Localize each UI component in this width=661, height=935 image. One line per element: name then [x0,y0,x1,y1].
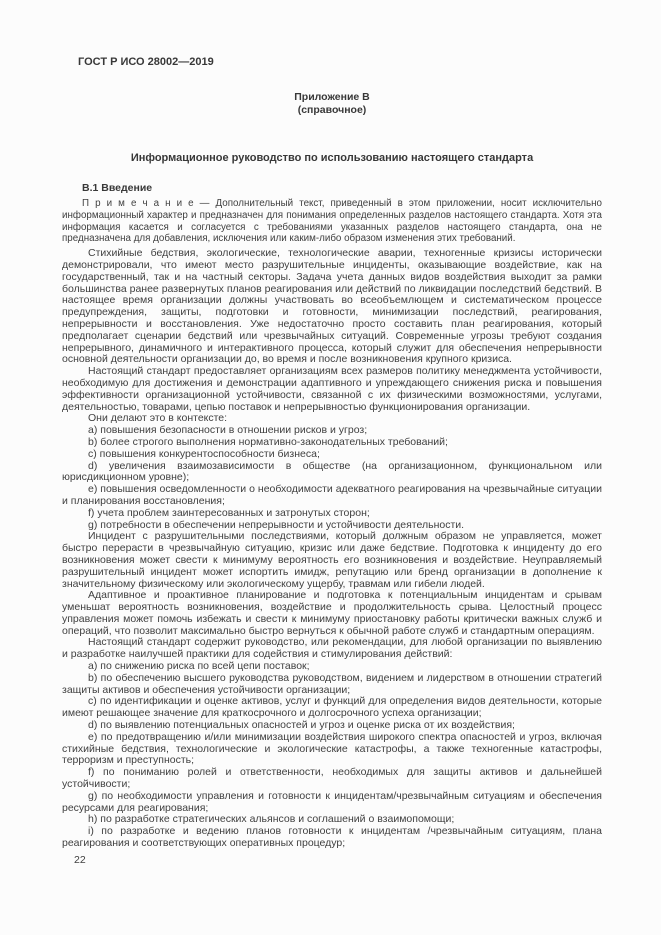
appendix-block [62,91,602,116]
context-list-item-b: b) более строгого выполнения нормативно-законодательных требований; [88,435,448,448]
guidance-list-item-e: e) по предотвращению и/или минимизации воздействия широкого спектра опасностей и угроз, включая стихийные бедствия, технологические и экологические катастрофы, а также техногенные катастрофы, терроризм и преступность; [62,730,602,767]
paragraph-incident: Инцидент с разрушительными последствиями, который должным образом не управляется, может быстро перерасти в чрезвычайную ситуацию, кризис или даже бедствие. Подготовка к инциденту до его возникновения может свести к минимуму вероятность его возникновения и воздействие. Неуправляемый разрушительный инцидент может испортить имидж, репутацию или бренд организации в дополнение к значительному физическому или экологическому ущербу, травмам или гибели людей. [62,530,602,590]
context-list-item-g: g) потребности в обеспечении непрерывности и устойчивости деятельности. [88,518,465,531]
paragraph-adaptive: Адаптивное и проактивное планирование и подготовка к потенциальным инцидентам и срывам уменьшат вероятность возникновения, воздействие и продолжительность срыва. Целостный процесс управления может помочь избежать и свести к минимуму приостановку работы критически важных служб и операций, что позволит максимально быстро вернуться к обычной работе служб и стандартным операциям. [62,589,602,637]
standard-designation: ГОСТ Р ИСО 28002—2019 [78,56,214,68]
context-list-item-c: c) повышения конкурентоспособности бизнеса; [88,447,320,460]
paragraph-context-lead: Они делают это в контексте: [88,412,228,425]
guidance-list-item-i: i) по разработке и ведению планов готовности к инцидентам /чрезвычайным ситуациям, плана реагирования и соответствующих оперативных процедур; [62,825,602,850]
context-list-item-f: f) учета проблем заинтересованных и затронутых сторон; [88,506,370,519]
paragraph-disasters: Стихийные бедствия, экологические, технологические аварии, техногенные кризисы исторически демонстрировали, что имеют место разрушительные инциденты, оказывающие воздействие, как на государственный, так и на частный секторы. Задача учета данных видов воздействия выходит за рамки большинства ранее развернутых планов реагирования или действий по ликвидации последствий бедствий. В настоящее время организации должны участвовать во всеобъемлющем и систематическом процессе предупреждения, защиты, подготовки и готовности, минимизации последствий, реагирования, непрерывности и восстановления. Уже недостаточно просто составить план реагирования, который предполагает сценарии бедствий или чрезвычайных ситуаций. Современные угрозы требуют создания непрерывного, динамичного и интерактивного процесса, который служит для обеспечения непрерывности основной деятельности организации до, во время и после возникновения крупного кризиса. [62,247,602,366]
guidance-list-item-b: b) по обеспечению высшего руководства руководством, видением и лидерством в отношении стратегий защиты активов и обеспечения устойчивости организации; [62,671,602,696]
paragraph-standard-provides: Настоящий стандарт предоставляет организациям всех размеров политику менеджмента устойчивости, необходимую для достижения и демонстрации адаптивного и упреждающего снижения риска и повышения эффективности организационной устойчивости, связанной с их физическими возможностями, услугами, деятельностью, товарами, цепью поставок и непрерывностью функционирования организации. [62,365,602,413]
guidance-list-item-g: g) по необходимости управления и готовности к инцидентам/чрезвычайным ситуациям и обеспечения ресурсами для реагирования; [62,789,602,814]
document-title: Информационное руководство по использованию настоящего стандарта [130,152,534,164]
note-paragraph: П р и м е ч а н и е — Дополнительный текст, приведенный в этом приложении, носит исключительно информационный характер и предназначен для понимания определенных разделов настоящего стандарта. Хотя эта информация касается и согласуется с требованиями указанных разделов настоящего стандарта, она не предназначена для добавления, исключения или каким-либо образом изменения этих требований. [62,198,602,245]
guidance-list-item-c: c) по идентификации и оценке активов, услуг и функций для определения видов деятельности, которые имеют решающее значение для краткосрочного и долгосрочного успеха организации; [62,695,602,720]
guidance-list-item-a: a) по снижению риска по всей цепи поставок; [88,660,310,673]
guidance-list-item-f: f) по пониманию ролей и ответственности, необходимых для защиты активов и дальнейшей устойчивости; [62,766,602,791]
appendix-label: Приложение В [294,91,370,103]
guidance-list-item-d: d) по выявлению потенциальных опасностей и угроз и оценке риска от их воздействия; [88,719,515,732]
context-list-item-a: a) повышения безопасности в отношении рисков и угроз; [88,424,368,437]
context-list-item-e: e) повышения осведомленности о необходимости адекватного реагирования на чрезвычайные ситуации и планирования восстановления; [62,483,602,507]
paragraph-guidance-lead: Настоящий стандарт содержит руководство, или рекомендации, для любой организации по выявлению и разработке наилучшей практики для содействия и стимулирования действий: [62,636,602,661]
guidance-list-item-h: h) по разработке стратегических альянсов и соглашений о взаимопомощи; [88,813,455,826]
appendix-kind: (справочное) [297,103,367,116]
page-number: 22 [74,853,86,866]
context-list-item-d: d) увеличения взаимозависимости в обществе (на организационном, функциональном или юрисдикционном уровне); [62,459,602,484]
section-b1-heading: В.1 Введение [82,182,153,194]
